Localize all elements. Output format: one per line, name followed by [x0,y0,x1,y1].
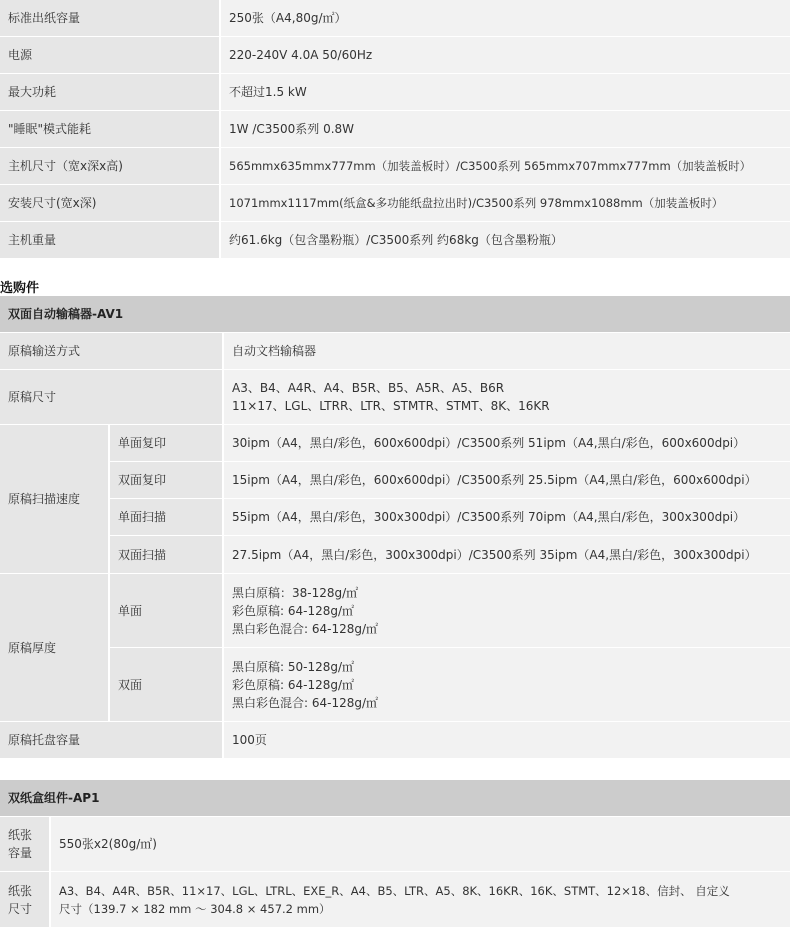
av1-size-line: A3、B4、A4R、A4、B5R、B5、A5R、A5、B6R [232,381,505,395]
ap1-capacity-value: 550张x2(80g/㎡) [51,817,790,871]
ap1-size-line: A3、B4、A4R、B5R、11×17、LGL、LTRL、EXE_R、A4、B5、LTR、A5、8K、16KR、16K、STMT、12×18、信封、 自定义 [59,883,730,898]
ap1-size-line: 尺寸（139.7 × 182 mm ～ 304.8 × 457.2 mm） [59,901,331,916]
av1-feed-value: 自动文档输稿器 [224,333,790,369]
label-line: 容量 [8,846,33,860]
av1-tray-label: 原稿托盘容量 [0,722,222,758]
av1-speed-sublabel: 单面扫描 [110,499,222,535]
av1-header: 双面自动输稿器-AV1 [0,296,790,332]
label-line: 纸张 [8,883,33,898]
spec-label: "睡眠"模式能耗 [0,111,219,147]
thickness-line: 彩色原稿: 64-128g/㎡ [232,603,355,618]
av1-speed-sublabel: 单面复印 [110,425,222,461]
av1-thickness-label: 原稿厚度 [0,574,108,721]
av1-speed-value: 15ipm（A4，黑白/彩色，600x600dpi）/C3500系列 25.5ipm（A4,黑白/彩色，600x600dpi） [224,462,790,498]
label-line: 纸张 [8,828,33,842]
av1-size-label: 原稿尺寸 [0,370,222,424]
ap1-size-label [0,872,49,927]
spec-label: 主机重量 [0,222,219,258]
av1-size-line: 11×17、LGL、LTRR、LTR、STMTR、STMT、8K、16KR [232,399,550,413]
spec-value: 约61.6kg（包含墨粉瓶）/C3500系列 约68kg（包含墨粉瓶） [221,222,790,258]
spec-value: 不超过1.5 kW [221,74,790,110]
thickness-line: 彩色原稿: 64-128g/㎡ [232,677,355,692]
ap1-size-value [51,872,790,927]
spec-value: 565mmx635mmx777mm（加装盖板时）/C3500系列 565mmx707mmx777mm（加装盖板时） [221,148,790,184]
av1-speed-value: 55ipm（A4，黑白/彩色，300x300dpi）/C3500系列 70ipm（A4,黑白/彩色，300x300dpi） [224,499,790,535]
av1-thickness-value [224,574,790,647]
spec-label: 最大功耗 [0,74,219,110]
ap1-capacity-label [0,817,49,871]
label-line: 尺寸 [8,901,33,916]
thickness-line: 黑白彩色混合: 64-128g/㎡ [232,695,379,710]
spec-label: 安装尺寸(宽x深) [0,185,219,221]
spec-value: 1071mmx1117mm(纸盒&多功能纸盘拉出时)/C3500系列 978mmx1088mm（加装盖板时） [221,185,790,221]
av1-thickness-value [224,648,790,721]
av1-tray-value: 100页 [224,722,790,758]
spec-label: 标准出纸容量 [0,0,219,36]
av1-speed-sublabel: 双面扫描 [110,536,222,573]
av1-thickness-sublabel: 单面 [110,574,222,647]
av1-speed-value: 27.5ipm（A4，黑白/彩色，300x300dpi）/C3500系列 35ipm（A4,黑白/彩色，300x300dpi） [224,536,790,573]
av1-speed-value: 30ipm（A4，黑白/彩色，600x600dpi）/C3500系列 51ipm（A4,黑白/彩色，600x600dpi） [224,425,790,461]
thickness-line: 黑白原稿：38-128g/㎡ [232,585,359,600]
av1-feed-label: 原稿输送方式 [0,333,222,369]
spec-value: 250张（A4,80g/㎡） [221,0,790,36]
spec-value: 1W /C3500系列 0.8W [221,111,790,147]
spec-value: 220-240V 4.0A 50/60Hz [221,37,790,73]
spec-label: 电源 [0,37,219,73]
av1-thickness-sublabel: 双面 [110,648,222,721]
ap1-header: 双纸盒组件-AP1 [0,780,790,816]
av1-size-value [224,370,790,424]
av1-speed-label: 原稿扫描速度 [0,425,108,573]
av1-speed-sublabel: 双面复印 [110,462,222,498]
thickness-line: 黑白原稿: 50-128g/㎡ [232,659,355,674]
thickness-line: 黑白彩色混合: 64-128g/㎡ [232,621,379,636]
options-title: 选购件 [0,281,40,296]
spec-label: 主机尺寸（宽x深x高) [0,148,219,184]
